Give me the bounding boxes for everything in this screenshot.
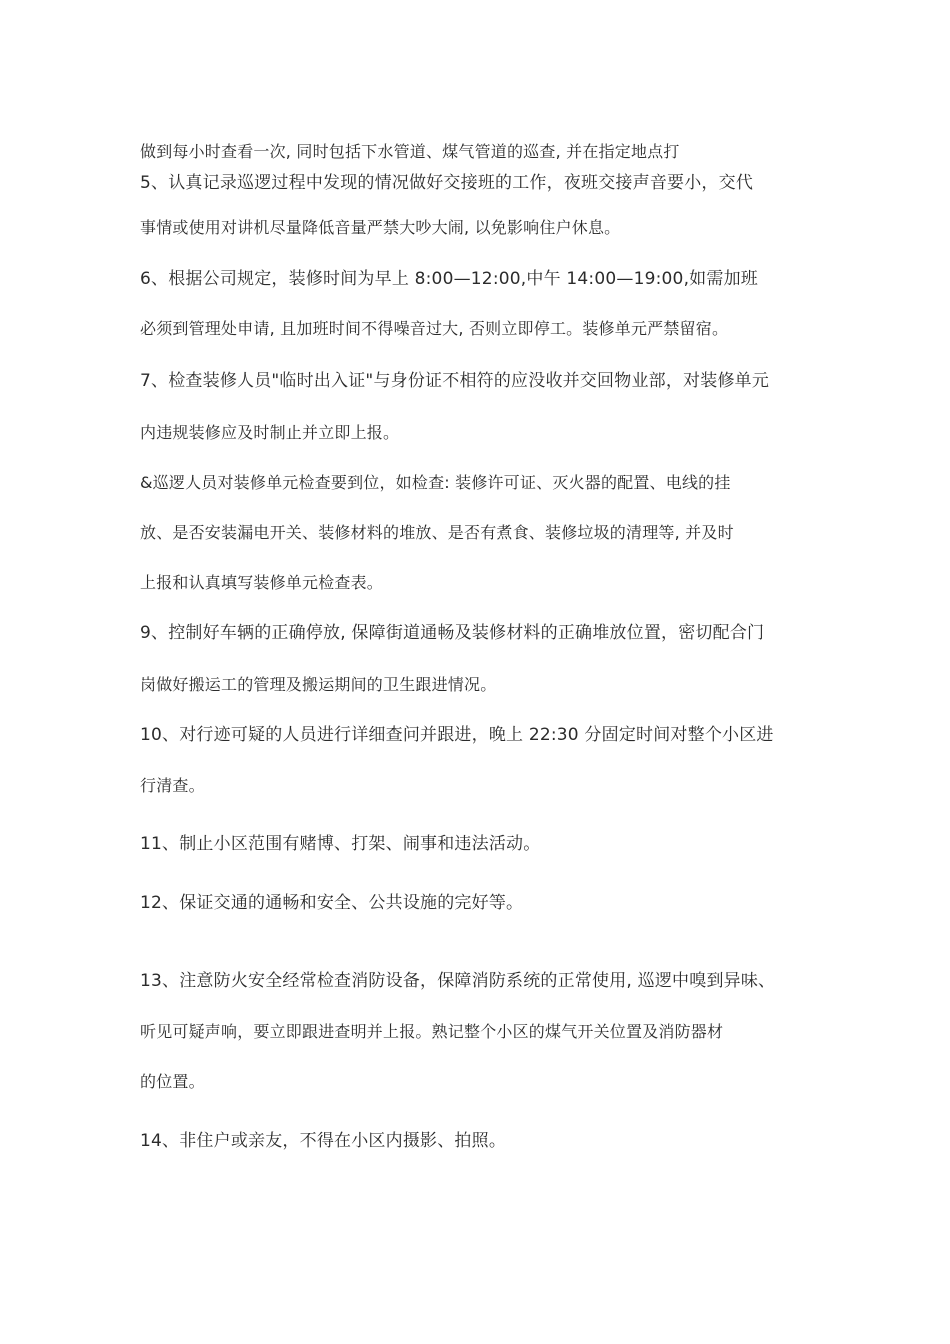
text-line-15: 11、制止小区范围有赌博、打架、闹事和违法活动。 (140, 834, 541, 854)
text-line-7: 内违规装修应及时制止并立即上报。 (140, 423, 400, 442)
text-line-9: 放、是否安装漏电开关、装修材料的堆放、是否有煮食、装修垃圾的清理等, 并及时 (140, 523, 734, 542)
text-line-3: 事情或使用对讲机尽量降低音量严禁大吵大闹, 以免影响住户休息。 (140, 218, 621, 237)
text-line-6: 7、检查装修人员"临时出入证"与身份证不相符的应没收并交回物业部，对装修单元 (140, 371, 770, 391)
text-line-20: 14、非住户或亲友，不得在小区内摄影、拍照。 (140, 1131, 507, 1151)
text-line-5: 必须到管理处申请, 且加班时间不得噪音过大, 否则立即停工。装修单元严禁留宿。 (140, 319, 729, 338)
text-line-19: 的位置。 (140, 1072, 205, 1091)
text-line-4: 6、根据公司规定，装修时间为早上 8:00—12:00,中午 14:00—19:00,如需加班 (140, 269, 758, 289)
text-line-11: 9、控制好车辆的正确停放, 保障街道通畅及装修材料的正确堆放位置，密切配合门 (140, 623, 765, 643)
text-line-14: 行清查。 (140, 776, 205, 795)
text-line-13: 10、对行迹可疑的人员进行详细查问并跟进，晚上 22:30 分固定时间对整个小区进 (140, 725, 774, 745)
text-line-1: 做到每小时查看一次, 同时包括下水管道、煤气管道的巡查, 并在指定地点打 (140, 142, 680, 161)
text-line-2: 5、认真记录巡逻过程中发现的情况做好交接班的工作，夜班交接声音要小，交代 (140, 173, 754, 193)
text-line-18: 听见可疑声响，要立即跟进查明并上报。熟记整个小区的煤气开关位置及消防器材 (140, 1022, 724, 1041)
text-line-16: 12、保证交通的通畅和安全、公共设施的完好等。 (140, 893, 524, 913)
text-line-12: 岗做好搬运工的管理及搬运期间的卫生跟进情况。 (140, 675, 497, 694)
text-line-10: 上报和认真填写装修单元检查表。 (140, 573, 384, 592)
text-line-8: &巡逻人员对装修单元检查要到位，如检查: 装修许可证、灭火器的配置、电线的挂 (140, 473, 731, 492)
text-line-17: 13、注意防火安全经常检查消防设备，保障消防系统的正常使用, 巡逻中嗅到异味、 (140, 971, 776, 991)
